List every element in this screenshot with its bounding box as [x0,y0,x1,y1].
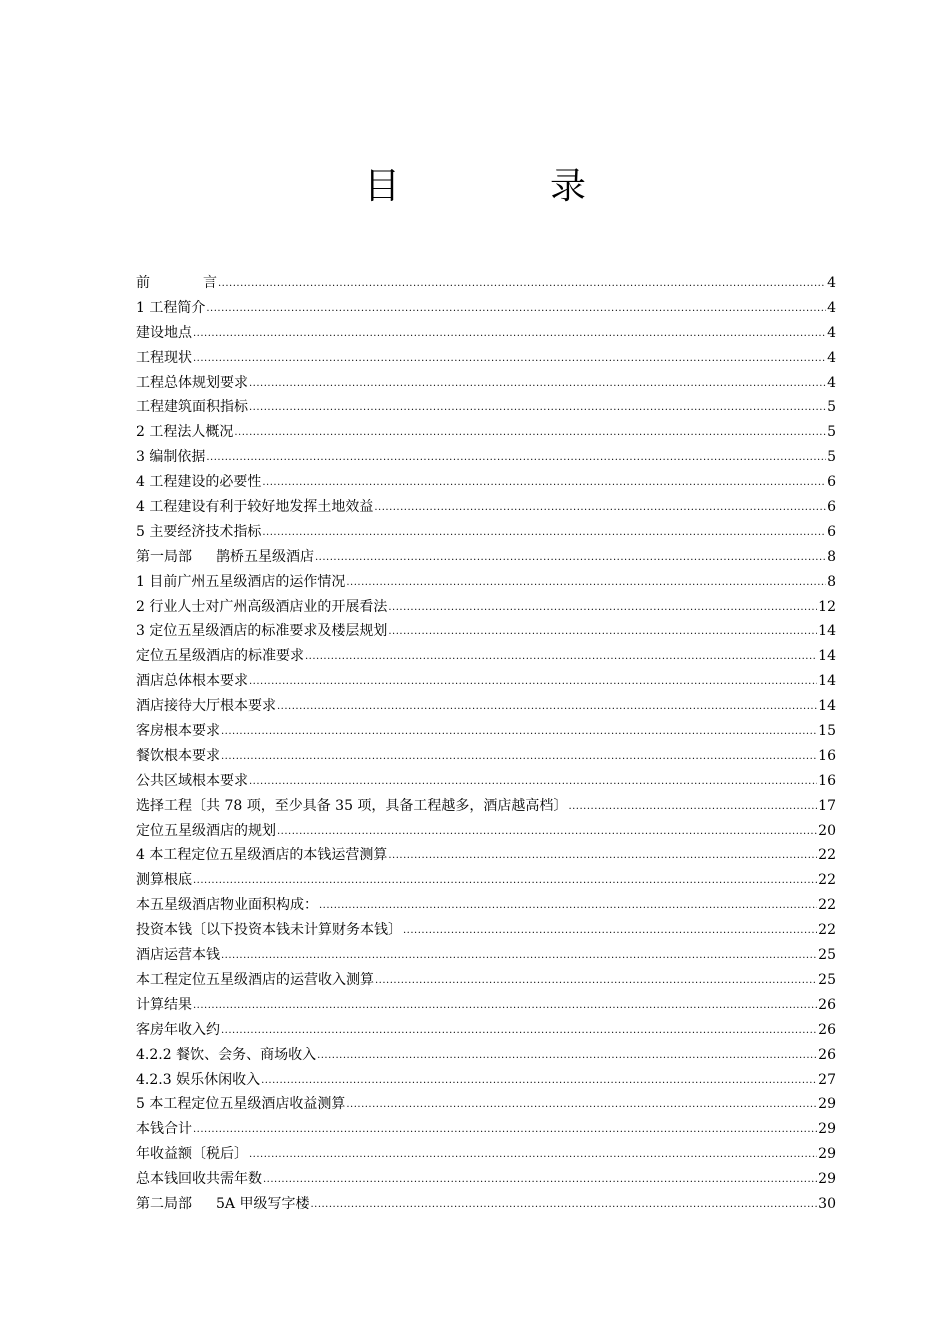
toc-entry[interactable] [136,520,836,545]
table-of-contents [136,271,836,1217]
toc-entry[interactable] [136,445,836,470]
toc-entry[interactable] [136,993,836,1018]
toc-entry-label: 4.2.2 餐饮、会务、商场收入 [136,1046,317,1063]
toc-entry[interactable] [136,769,836,794]
toc-entry-page: 12 [818,598,836,615]
toc-dot-leader [234,421,826,446]
toc-entry[interactable] [136,868,836,893]
toc-dot-leader [568,795,817,820]
toc-entry-label: 酒店运营本钱 [136,947,220,964]
toc-dot-leader [249,670,817,695]
toc-dot-leader [193,869,817,894]
toc-entry-page: 29 [818,1146,836,1163]
toc-entry[interactable] [136,545,836,570]
toc-entry-label: 第一局部 鹊桥五星级酒店 [136,548,314,565]
toc-entry-label: 2 行业人士对广州高级酒店业的开展看法 [136,598,388,615]
toc-entry-label: 客房年收入约 [136,1021,220,1038]
toc-entry-label: 5 本工程定位五星级酒店收益测算 [136,1096,346,1113]
toc-entry-label: 餐饮根本要求 [136,747,220,764]
toc-entry[interactable] [136,395,836,420]
toc-dot-leader [249,372,826,397]
toc-entry[interactable] [136,843,836,868]
toc-dot-leader [261,1069,817,1094]
toc-entry[interactable] [136,1068,836,1093]
toc-entry-page: 6 [827,474,836,491]
toc-entry-label: 测算根底 [136,872,192,889]
toc-dot-leader [249,396,826,421]
toc-entry-page: 14 [818,623,836,640]
toc-dot-leader [262,521,826,546]
toc-entry-page: 4 [827,299,836,316]
toc-entry-label: 工程现状 [136,349,192,366]
toc-dot-leader [221,1019,817,1044]
toc-entry[interactable] [136,719,836,744]
toc-dot-leader [221,720,817,745]
toc-entry-label: 年收益额〔税后〕 [136,1146,248,1163]
toc-entry-label: 总本钱回收共需年数 [136,1171,262,1188]
toc-entry-label: 定位五星级酒店的规划 [136,822,276,839]
toc-entry-page: 5 [827,424,836,441]
title-char-1: 目 [363,166,400,207]
toc-dot-leader [346,571,826,596]
toc-entry[interactable] [136,918,836,943]
toc-entry-page: 25 [818,947,836,964]
toc-dot-leader [221,944,817,969]
toc-entry-page: 25 [818,971,836,988]
toc-entry-label: 客房根本要求 [136,723,220,740]
toc-dot-leader [388,844,817,869]
toc-entry-page: 4 [827,324,836,341]
toc-entry[interactable] [136,669,836,694]
toc-entry[interactable] [136,321,836,346]
page-title [0,162,950,212]
toc-entry[interactable] [136,1142,836,1167]
toc-entry-page: 26 [818,996,836,1013]
toc-entry-page: 4 [827,275,836,291]
toc-entry-page: 8 [827,548,836,565]
toc-entry[interactable] [136,470,836,495]
toc-entry-label: 4 工程建设的必要性 [136,474,262,491]
toc-entry-label: 3 定位五星级酒店的标准要求及楼层规划 [136,623,388,640]
toc-entry-page: 20 [818,822,836,839]
toc-dot-leader [206,446,826,471]
toc-dot-leader [346,1093,817,1118]
toc-entry-label: 4 工程建设有利于较好地发挥土地效益 [136,499,374,516]
toc-entry-label: 本工程定位五星级酒店的运营收入测算 [136,971,374,988]
toc-entry-label: 3 编制依据 [136,449,206,466]
toc-entry-label: 公共区域根本要求 [136,772,248,789]
toc-entry-label: 1 工程简介 [136,299,206,316]
title-char-2: 录 [550,166,587,207]
toc-dot-leader [263,1168,817,1193]
toc-entry[interactable] [136,644,836,669]
toc-entry-page: 4 [827,374,836,391]
toc-dot-leader [277,695,817,720]
toc-entry-page: 14 [818,698,836,715]
toc-entry[interactable] [136,794,836,819]
toc-dot-leader [193,322,826,347]
toc-dot-leader [249,770,817,795]
toc-entry-label: 1 目前广州五星级酒店的运作情况 [136,573,346,590]
toc-entry-page: 8 [827,573,836,590]
toc-entry-label: 选择工程〔共 78 项，至少具备 35 项，具备工程越多，酒店越高档〕 [136,797,568,814]
toc-entry[interactable] [136,1092,836,1117]
toc-entry[interactable] [136,1043,836,1068]
toc-entry[interactable] [136,570,836,595]
toc-entry-label: 计算结果 [136,996,192,1013]
toc-dot-leader [193,994,817,1019]
toc-dot-leader [262,471,826,496]
toc-entry[interactable] [136,943,836,968]
toc-entry[interactable] [136,744,836,769]
toc-entry-label: 4.2.3 娱乐休闲收入 [136,1071,261,1088]
toc-entry[interactable] [136,1192,836,1217]
toc-entry[interactable] [136,1167,836,1192]
toc-dot-leader [375,969,817,994]
toc-dot-leader [388,620,817,645]
toc-dot-leader [277,820,817,845]
toc-entry[interactable] [136,619,836,644]
toc-entry[interactable] [136,694,836,719]
toc-dot-leader [249,1143,817,1168]
toc-entry-label: 5 主要经济技术指标 [136,523,262,540]
toc-entry-page: 30 [818,1195,836,1212]
toc-entry-label: 本五星级酒店物业面积构成： [136,897,318,914]
toc-entry[interactable] [136,271,836,296]
toc-dot-leader [310,1193,817,1218]
toc-dot-leader [388,596,817,621]
toc-entry-label: 建设地点 [136,324,192,341]
toc-entry-page: 26 [818,1046,836,1063]
toc-entry-label: 2 工程法人概况 [136,424,234,441]
toc-entry[interactable] [136,819,836,844]
toc-entry[interactable] [136,1018,836,1043]
toc-entry-page: 5 [827,399,836,416]
toc-entry-page: 27 [818,1071,836,1088]
toc-entry-label: 工程总体规划要求 [136,374,248,391]
toc-entry-page: 29 [818,1096,836,1113]
toc-entry[interactable] [136,495,836,520]
toc-entry[interactable] [136,893,836,918]
toc-entry-label: 酒店接待大厅根本要求 [136,698,276,715]
toc-entry-label: 投资本钱〔以下投资本钱未计算财务本钱〕 [136,922,402,939]
toc-entry[interactable] [136,595,836,620]
toc-entry-page: 4 [827,349,836,366]
toc-entry[interactable] [136,420,836,445]
toc-entry-page: 16 [818,747,836,764]
toc-entry-page: 29 [818,1121,836,1138]
toc-entry-page: 26 [818,1021,836,1038]
toc-dot-leader [315,546,826,571]
toc-dot-leader [374,496,826,521]
toc-entry-page: 5 [827,449,836,466]
toc-dot-leader [206,297,826,322]
toc-entry-page: 14 [818,648,836,665]
toc-dot-leader [305,645,817,670]
toc-entry[interactable] [136,346,836,371]
toc-dot-leader [403,919,817,944]
toc-entry-page: 14 [818,673,836,690]
toc-entry-label: 本钱合计 [136,1121,192,1138]
toc-entry-page: 17 [818,797,836,814]
toc-dot-leader [319,894,817,919]
toc-dot-leader [218,272,826,297]
toc-entry-page: 6 [827,523,836,540]
toc-entry-label: 定位五星级酒店的标准要求 [136,648,304,665]
toc-entry[interactable] [136,371,836,396]
toc-entry-page: 6 [827,499,836,516]
toc-entry-page: 22 [818,897,836,914]
toc-entry-label: 4 本工程定位五星级酒店的本钱运营测算 [136,847,388,864]
toc-entry[interactable] [136,1117,836,1142]
toc-entry-page: 15 [818,723,836,740]
toc-entry-label: 前 言 [136,275,217,291]
toc-dot-leader [317,1044,817,1069]
toc-entry-page: 22 [818,922,836,939]
toc-entry-label: 工程建筑面积指标 [136,399,248,416]
toc-entry[interactable] [136,296,836,321]
toc-entry[interactable] [136,968,836,993]
toc-dot-leader [193,347,826,372]
toc-dot-leader [193,1118,817,1143]
toc-entry-label: 酒店总体根本要求 [136,673,248,690]
toc-entry-label: 第二局部 5A 甲级写字楼 [136,1195,310,1212]
toc-dot-leader [221,745,817,770]
toc-entry-page: 22 [818,872,836,889]
toc-entry-page: 16 [818,772,836,789]
toc-entry-page: 22 [818,847,836,864]
toc-entry-page: 29 [818,1171,836,1188]
